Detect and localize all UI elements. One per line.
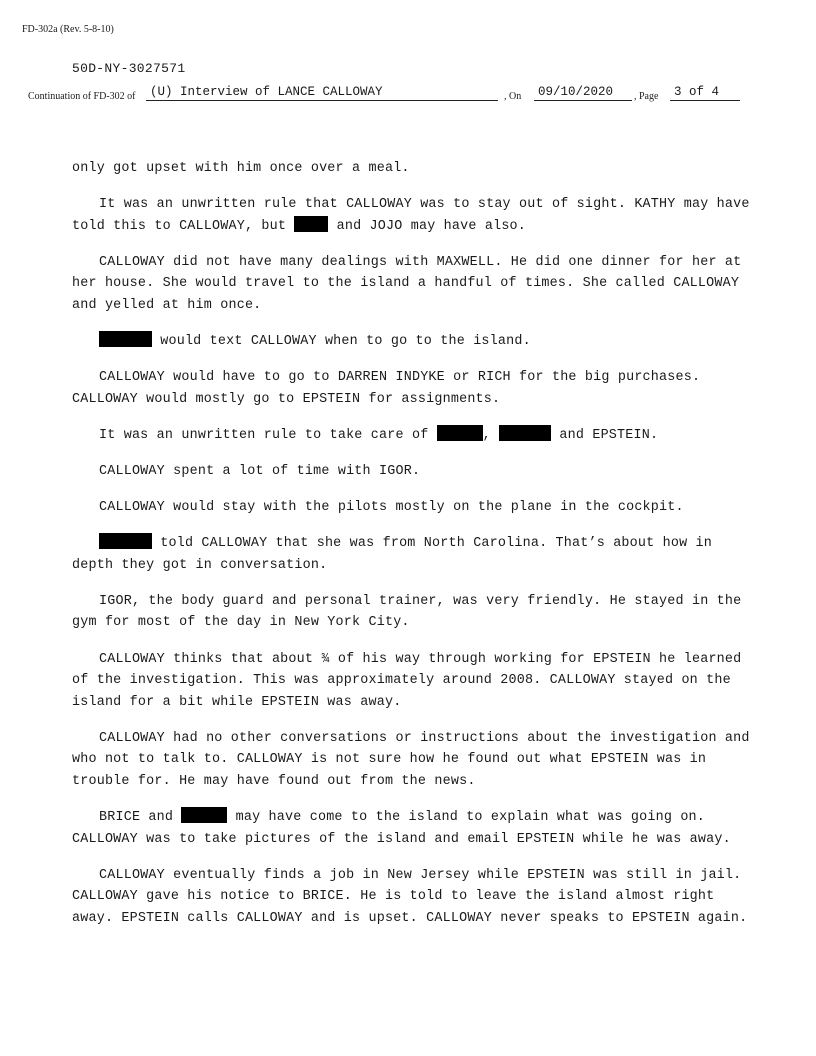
paragraph-9-text: told CALLOWAY that she was from North Carolina. That’s about how in depth they got in conversation. bbox=[72, 536, 713, 573]
redaction-block bbox=[181, 807, 227, 823]
paragraph-6-text-a: It was an unwritten rule to take care of bbox=[99, 427, 437, 443]
paragraph-6 bbox=[72, 425, 752, 447]
page-field bbox=[670, 85, 740, 101]
paragraph-2-text-a: It was an unwritten rule that CALLOWAY was to stay out of sight. KATHY may have told this to CALLOWAY, but bbox=[72, 197, 750, 234]
paragraph-11: CALLOWAY thinks that about ¾ of his way through working for EPSTEIN he learned of the investigation. This was approximately around 2008. CALLOWAY stayed on the island for a bit while EPSTEIN was away. bbox=[72, 651, 742, 710]
paragraph-13-text-a: BRICE and bbox=[99, 810, 182, 826]
subject-field bbox=[146, 85, 498, 101]
form-identifier: FD-302a (Rev. 5-8-10) bbox=[22, 24, 114, 35]
paragraph-4 bbox=[72, 331, 752, 353]
redaction-block bbox=[294, 216, 328, 232]
file-number: 50D-NY-3027571 bbox=[72, 61, 186, 76]
paragraph-5: CALLOWAY would have to go to DARREN INDYKE or RICH for the big purchases. CALLOWAY would mostly go to EPSTEIN for assignments. bbox=[72, 370, 701, 407]
paragraph-9 bbox=[72, 533, 752, 576]
subject-text: (U) Interview of LANCE CALLOWAY bbox=[150, 85, 383, 99]
paragraph-2-text-b: and JOJO may have also. bbox=[328, 218, 527, 234]
page-text: 3 of 4 bbox=[674, 85, 720, 99]
continuation-label: Continuation of FD-302 of bbox=[28, 91, 136, 102]
continuation-line bbox=[28, 82, 788, 104]
page-label: , Page bbox=[634, 91, 659, 102]
date-field bbox=[534, 85, 632, 101]
paragraph-6-text-b: , bbox=[482, 427, 500, 443]
paragraph-13-text-b: may have come to the island to explain what was going on. CALLOWAY was to take pictures of the island and email EPSTEIN while he was away. bbox=[72, 810, 731, 847]
paragraph-6-text-c: and EPSTEIN. bbox=[551, 427, 659, 443]
redaction-block bbox=[99, 331, 152, 347]
paragraph-14: CALLOWAY eventually finds a job in New Jersey while EPSTEIN was still in jail. CALLOWAY gave his notice to BRICE. He is told to leave the island almost right away. EPSTEIN calls CALLOWAY and is upset. CALLOWAY never speaks to EPSTEIN again. bbox=[72, 867, 748, 926]
paragraph-1: only got upset with him once over a meal. bbox=[72, 161, 410, 176]
paragraph-8: CALLOWAY would stay with the pilots mostly on the plane in the cockpit. bbox=[99, 500, 684, 516]
paragraph-3: CALLOWAY did not have many dealings with MAXWELL. He did one dinner for her at her house. She would travel to the island a handful of times. She called CALLOWAY and yelled at him once. bbox=[72, 254, 742, 313]
paragraph-2 bbox=[72, 194, 752, 237]
document-body bbox=[72, 158, 752, 944]
paragraph-7: CALLOWAY spent a lot of time with IGOR. bbox=[99, 463, 421, 479]
date-text: 09/10/2020 bbox=[538, 85, 614, 99]
redaction-block bbox=[437, 425, 483, 441]
redaction-block bbox=[499, 425, 551, 441]
paragraph-4-text: would text CALLOWAY when to go to the island. bbox=[152, 334, 531, 350]
redaction-block bbox=[99, 533, 152, 549]
paragraph-10: IGOR, the body guard and personal trainer, was very friendly. He stayed in the gym for most of the day in New York City. bbox=[72, 593, 742, 631]
paragraph-12: CALLOWAY had no other conversations or instructions about the investigation and who not to talk to. CALLOWAY is not sure how he found out what EPSTEIN was in trouble for. He may have found out from the news. bbox=[72, 730, 750, 789]
paragraph-13 bbox=[72, 807, 752, 850]
on-label: , On bbox=[504, 91, 522, 102]
